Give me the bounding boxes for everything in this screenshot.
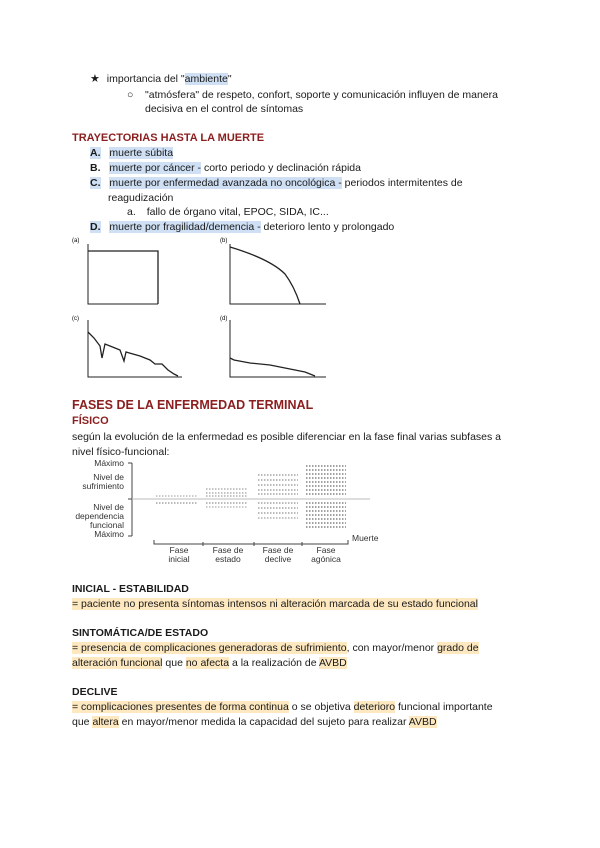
inicial-title: INICIAL - ESTABILIDAD	[72, 583, 189, 595]
declive-hl-2: deterioro	[353, 701, 396, 713]
trajectory-c-cont: reagudización	[108, 192, 174, 204]
trajectory-c-sub-text: fallo de órgano vital, EPOC, SIDA, IC...	[146, 206, 329, 218]
declive-line-2	[72, 715, 437, 729]
ambiente-highlight: ambiente	[184, 73, 228, 85]
inicial-text-line	[72, 597, 478, 611]
graph-a-curve	[88, 251, 158, 304]
diagram-sufrimiento-2: sufrimiento	[82, 481, 124, 491]
phases-subtitle: FÍSICO	[72, 415, 109, 427]
trajectory-a	[90, 146, 173, 160]
trajectory-d-highlight: muerte por fragilidad/demencia -	[109, 221, 261, 233]
graph-d-curve	[230, 358, 315, 376]
sintomatica-hl-4: no afecta	[185, 657, 230, 669]
declive-hl-4: AVBD	[408, 716, 437, 728]
letter-c-sub: a.	[127, 206, 136, 218]
diagram-fase1-line1: Fase	[169, 545, 189, 555]
declive-line-1	[72, 700, 493, 714]
graph-a-label: (a)	[72, 238, 80, 244]
graph-a	[72, 238, 158, 304]
sintomatica-mid-3: a la realización de	[229, 657, 319, 669]
graph-b-axes	[230, 244, 326, 304]
graph-c	[72, 316, 182, 377]
graph-b-label: (b)	[220, 238, 228, 244]
diagram-sufrimiento-1: Nivel de	[93, 472, 124, 482]
sintomatica-hl-2: grado de	[437, 642, 479, 654]
atmosfera-line-2: decisiva en el control de síntomas	[145, 103, 304, 115]
letter-b: B.	[90, 162, 101, 174]
diagram-dependencia-2: dependencia	[75, 511, 124, 521]
trajectory-c-sub	[127, 205, 329, 219]
star-text-pre: importancia del "	[106, 73, 185, 85]
trajectory-d-rest: deterioro lento y prolongado	[260, 221, 395, 233]
trajectory-a-text: muerte súbita	[109, 147, 174, 159]
graph-c-label: (c)	[72, 316, 79, 322]
trajectory-b	[90, 161, 361, 175]
declive-pre-2: que	[72, 716, 93, 728]
declive-mid-1: o se objetiva	[288, 701, 354, 713]
sintomatica-mid-1: , con mayor/menor	[346, 642, 438, 654]
trajectories-title: TRAYECTORIAS HASTA LA MUERTE	[72, 132, 265, 144]
letter-a: A.	[90, 147, 101, 159]
declive-title: DECLIVE	[72, 686, 118, 698]
star-bullet-item	[90, 72, 232, 86]
phases-diagram	[70, 456, 410, 568]
trajectory-c-highlight: muerte por enfermedad avanzada no oncológica -	[109, 177, 342, 189]
atmosfera-line-1: "atmósfera" de respeto, confort, soporte y comunicación influyen de manera	[145, 89, 498, 101]
diagram-fase4-line2: agónica	[311, 554, 341, 564]
diagram-dependencia-1: Nivel de	[93, 502, 124, 512]
graph-c-curve	[88, 332, 178, 376]
letter-c: C.	[90, 177, 101, 189]
graph-d-axes	[230, 320, 326, 377]
declive-rest-1: funcional importante	[395, 701, 493, 713]
diagram-fase1-line2: inicial	[168, 554, 190, 564]
sintomatica-hl-1: = presencia de complicaciones generadoras de sufrimiento	[72, 642, 347, 654]
graph-a-axes	[88, 244, 158, 304]
trajectory-b-rest: corto periodo y declinación rápida	[201, 162, 361, 174]
graph-d-label: (d)	[220, 316, 228, 322]
sintomatica-title: SINTOMÁTICA/DE ESTADO	[72, 627, 209, 639]
star-icon: ★	[90, 73, 100, 85]
letter-d: D.	[90, 221, 101, 233]
diagram-maximo-bottom: Máximo	[94, 529, 124, 539]
diagram-fase3-line2: declive	[264, 554, 292, 564]
trajectory-c	[90, 176, 463, 190]
trajectory-d	[90, 220, 394, 234]
diagram-fase4-line1: Fase	[316, 545, 336, 555]
sintomatica-hl-3: alteración funcional	[72, 657, 163, 669]
diagram-maximo-top: Máximo	[94, 458, 124, 468]
diagram-fase2-line1: Fase de	[212, 545, 244, 555]
sintomatica-line-2	[72, 656, 347, 670]
graph-b-curve	[230, 247, 300, 304]
phases-desc-2: nivel físico-funcional:	[72, 446, 170, 458]
declive-hl-1: = complicaciones presentes de forma continua	[72, 701, 289, 713]
phases-title: FASES DE LA ENFERMEDAD TERMINAL	[72, 398, 314, 412]
diagram-vertical-axis	[128, 463, 132, 536]
diagram-fase3-line1: Fase de	[262, 545, 294, 555]
diagram-muerte: Muerte	[352, 533, 379, 543]
graph-c-axes	[88, 320, 182, 377]
graph-b	[220, 238, 326, 304]
star-text-post: "	[227, 73, 232, 85]
sintomatica-line-1	[72, 641, 479, 655]
sintomatica-mid-2: que	[162, 657, 186, 669]
diagram-dependencia-3: funcional	[89, 520, 124, 530]
diagram-phase-dashes	[156, 466, 346, 527]
graph-d	[220, 316, 326, 377]
sintomatica-hl-5: AVBD	[318, 657, 347, 669]
declive-mid-2: en mayor/menor medida la capacidad del sujeto para realizar	[118, 716, 409, 728]
trajectory-graphs	[70, 234, 370, 384]
circle-bullet-icon: ○	[127, 89, 134, 101]
diagram-fase2-line2: estado	[215, 554, 241, 564]
phases-desc-1: según la evolución de la enfermedad es posible diferenciar en la fase final varias subfases a	[72, 431, 502, 443]
trajectory-c-rest: periodos intermitentes de	[341, 177, 463, 189]
declive-hl-3: altera	[92, 716, 119, 728]
inicial-text: = paciente no presenta síntomas intensos ni alteración marcada de su estado funcional	[72, 598, 478, 610]
trajectory-b-highlight: muerte por cáncer -	[109, 162, 202, 174]
